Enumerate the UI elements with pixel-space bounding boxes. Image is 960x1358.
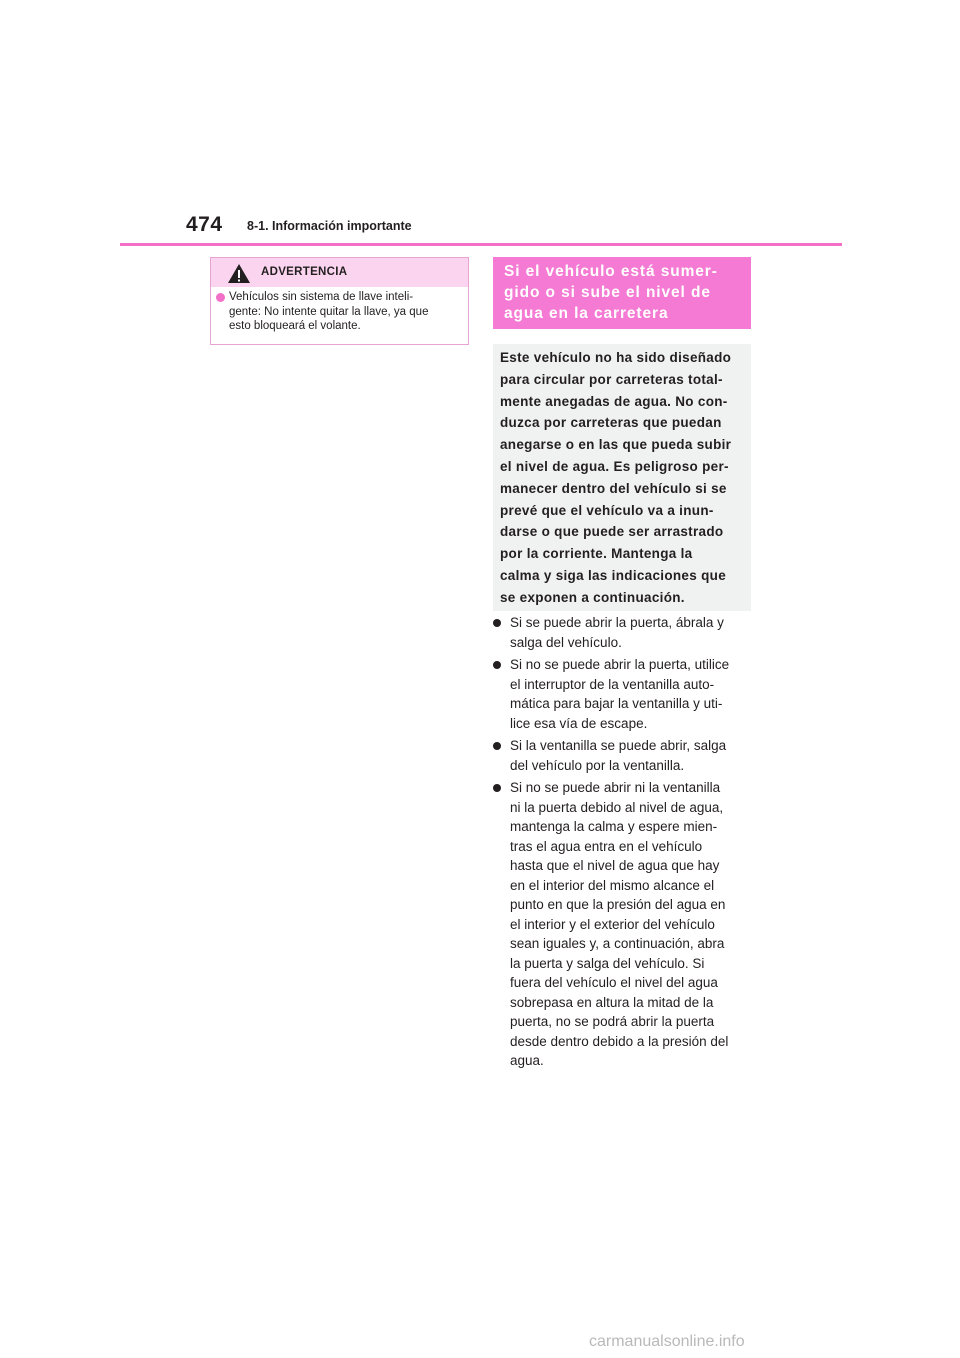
intro-line: anegarse o en las que pueda subir: [500, 437, 732, 453]
list-item-line: del vehículo por la ventanilla.: [510, 757, 685, 773]
bullet-dot-icon: [493, 619, 501, 627]
intro-box: [493, 344, 751, 611]
warning-bullet-icon: [216, 293, 225, 302]
intro-line: mente anegadas de agua. No con-: [500, 393, 728, 409]
header-rule: [120, 243, 842, 246]
warning-text-line: esto bloqueará el volante.: [229, 320, 361, 332]
warning-triangle-icon: [227, 263, 251, 284]
bullet-dot-icon: [493, 742, 501, 750]
intro-line: Este vehículo no ha sido diseñado: [500, 350, 732, 365]
intro-line: prevé que el vehículo va a inun-: [500, 502, 714, 518]
intro-line: duzca por carreteras que puedan: [500, 415, 722, 431]
warning-text-line: gente: No intente quitar la llave, ya que: [229, 305, 429, 318]
list-item-line: mática para bajar la ventanilla y uti-: [510, 696, 723, 711]
list-item-line: el interruptor de la ventanilla auto-: [510, 676, 715, 692]
intro-line: por la corriente. Mantenga la: [500, 546, 693, 562]
list-item-line: punto en que la presión del agua en: [510, 897, 726, 912]
list-item-line: Si la ventanilla se puede abrir, salga: [510, 738, 727, 753]
section-heading-line: Si el vehículo está sumer-: [504, 263, 718, 280]
intro-line: el nivel de agua. Es peligroso per-: [500, 458, 729, 474]
page-number: 474: [186, 213, 223, 236]
list-item-line: la puerta y salga del vehículo. Si: [510, 955, 705, 971]
list-item-line: sobrepasa en altura la mitad de la: [510, 994, 714, 1010]
list-item-line: desde dentro debido a la presión del: [510, 1033, 729, 1049]
section-heading-line: agua en la carretera: [504, 305, 669, 322]
list-item: [493, 655, 755, 733]
bullet-dot-icon: [493, 784, 501, 792]
list-item-line: el interior y el exterior del vehículo: [510, 916, 715, 932]
watermark-link[interactable]: carmanualsonline.info: [589, 1333, 745, 1350]
intro-line: para circular por carreteras total-: [500, 371, 723, 387]
list-item-line: salga del vehículo.: [510, 634, 622, 650]
list-item-line: fuera del vehículo el nivel del agua: [510, 975, 718, 990]
list-item-line: Si no se puede abrir la puerta, utilice: [510, 657, 730, 672]
intro-line: manecer dentro del vehículo si se: [500, 480, 727, 496]
warning-body: [211, 287, 468, 334]
section-heading: [493, 257, 751, 329]
list-item-line: mantenga la calma y espere mien-: [510, 819, 718, 834]
section-heading-line: gido o si sube el nivel de: [504, 284, 711, 301]
list-item-line: tras el agua entra en el vehículo: [510, 838, 703, 854]
list-item-line: ni la puerta debido al nivel de agua,: [510, 799, 724, 815]
warning-title: ADVERTENCIA: [261, 266, 348, 278]
bullet-dot-icon: [493, 661, 501, 669]
list-item-line: en el interior del mismo alcance el: [510, 877, 715, 893]
list-item: [493, 736, 755, 775]
instruction-list: [493, 613, 755, 1074]
list-item: [493, 613, 755, 652]
warning-header: [211, 258, 468, 287]
list-item-line: puerta, no se podrá abrir la puerta: [510, 1014, 715, 1029]
list-item-line: agua.: [510, 1053, 544, 1068]
list-item-line: hasta que el nivel de agua que hay: [510, 858, 720, 873]
list-item-line: Si se puede abrir la puerta, ábrala y: [510, 615, 724, 630]
list-item: [493, 778, 755, 1071]
list-item-line: Si no se puede abrir ni la ventanilla: [510, 780, 721, 795]
list-item-line: sean iguales y, a continuación, abra: [510, 936, 725, 951]
warning-box: [210, 257, 469, 345]
intro-line: se exponen a continuación.: [500, 589, 685, 605]
section-title: 8-1. Información importante: [247, 219, 412, 233]
intro-line: darse o que puede ser arrastrado: [500, 524, 724, 540]
intro-line: calma y siga las indicaciones que: [500, 567, 726, 583]
list-item-line: lice esa vía de escape.: [510, 715, 648, 731]
warning-text-line: Vehículos sin sistema de llave inteli-: [229, 291, 414, 303]
